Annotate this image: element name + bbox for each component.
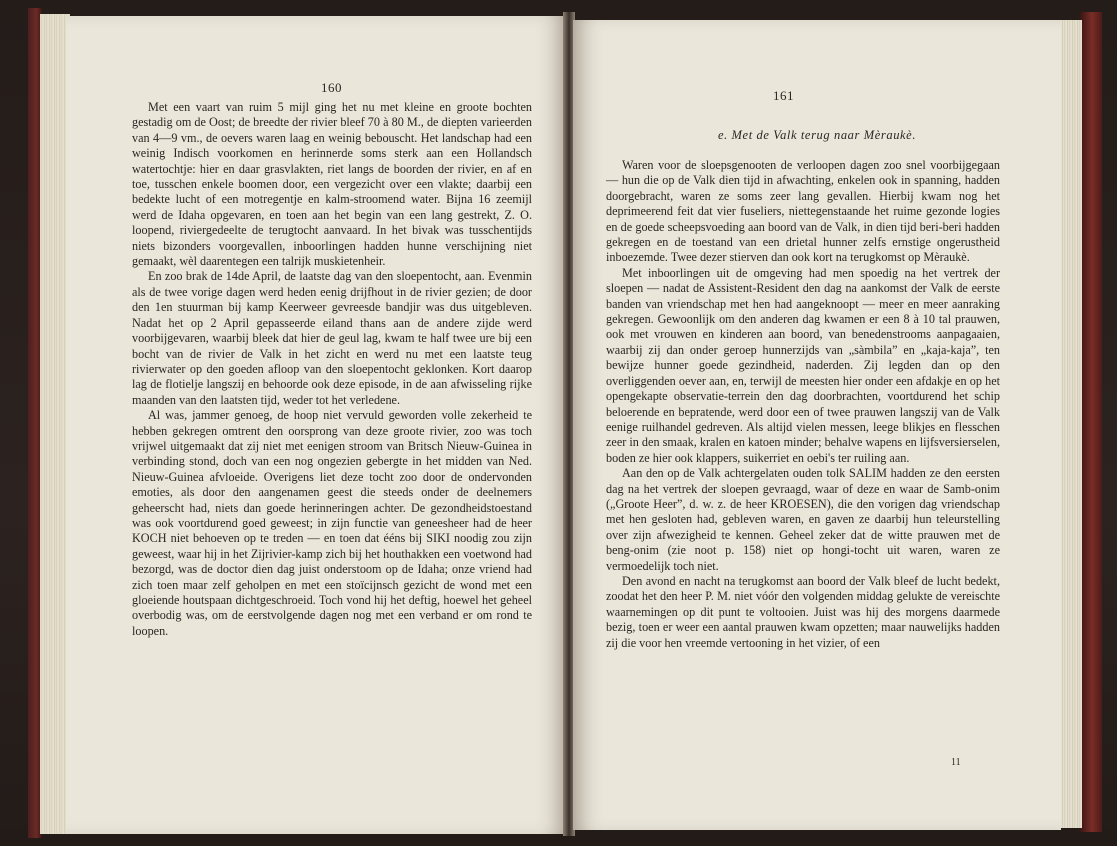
page-edges-right (1058, 20, 1082, 828)
page-number-left: 160 (321, 80, 342, 95)
paragraph: Met inboorlingen uit de omgeving had men spoedig na het vertrek der sloepen — nadat de Assistent-Resident den dag na aankomst der Valk de eerste banden van vriendschap met hen had aangeknoopt — meer en meer aanraking gekregen. Gewoonlijk om den anderen dag kwamen er een 8 à 10 tal prauwen, ook met vrouwen en kinderen aan boord, van benedenstrooms aanpagaaien, waarbij zij dan onder geroep hunnerzijds van „sàmbila” en „kaja-kaja”, ten bewijze hunner goede gezindheid, naderden. Zij legden dan op den overliggenden oever aan, en, terwijl de meesten hier onder een afdakje en op het opengekapte observatie-terrein den dag doorbrachten, voortdurend het schip beloerende en bepratende, werd door een of twee prauwen langszij van de Valk eenige ruilhandel gedreven. Als altijd vielen messen, leege blikjes en flesschen zeer in den smaak, kralen en katoen minder; behalve wapens en lijfsversierselen, boden ze hier ook klappers, suikerriet en oebi's ter ruiling aan. (606, 265, 1000, 465)
right-page (573, 20, 1061, 830)
left-page (66, 16, 566, 834)
right-page-text (606, 158, 1000, 651)
paragraph: En zoo brak de 14de April, de laatste dag van den sloepentocht, aan. Evenmin als de twee vorige dagen werd heden eenig drijfhout in de rivier gezien; de door den 1en stuurman bij kamp Keerweer gevreesde bandjir was dus uitgebleven. Nadat het op 2 April gepasseerde eiland thans aan de andere zijde werd voorbijgevaren, waarbij bleek dat hier de geul lag, kwam te half twee ure bij een bocht van de rivier de Valk in het zicht en werd nu met een laatste teug rivierwater op den goeden afloop van den sloepentocht geklonken. Kort daarop lag de flotielje langszij en behoorde ook deze episode, in de aan afwisseling rijke maanden van den laatsten tijd, weder tot het verledene. (132, 269, 532, 407)
paragraph: Waren voor de sloepsgenooten de verloopen dagen zoo snel voorbijgegaan — hun die op de Valk dien tijd in afwachting, enkelen ook in spanning, hadden doorgebracht, waren ze soms zeer lang gevallen. Hierbij kwam nog het deprimeerend feit dat vier fuseliers, niettegenstaande het ruime gezonde logies en de goede scheepsvoeding aan boord van de Valk, in dien tijd beri-beri hadden gekregen en de toestand van een drietal hunner zelfs ernstige ongerustheid inboezemde. Twee dezer stierven dan ook kort na terugkomst op Mèraukè. (606, 158, 1000, 265)
page-number-right: 161 (773, 88, 794, 103)
paragraph: Aan den op de Valk achtergelaten ouden tolk SALIM hadden ze den eersten dag na het vertrek der sloepen gevraagd, waar of deze en waar de Samb-onim („Groote Heer”, d. w. z. de heer KROESEN), die den vorigen dag vriendschap met hen gesloten had, gebleven waren, en gaven ze daarbij hun teleurstelling over zijn afwezigheid te kennen. Geheel zeker dat de witte prauwen met de beng-onim (zie noot p. 158) niet op hongi-tocht uit waren, waren ze vermoedelijk toch niet. (606, 466, 1000, 573)
signature-mark: 11 (951, 757, 961, 768)
paragraph: Al was, jammer genoeg, de hoop niet vervuld geworden volle zekerheid te hebben gekregen omtrent den oorsprong van deze groote rivier, zoo was toch vrijwel uitgemaakt dat zij niet met eenigen stroom van Britsch Nieuw-Guinea in verbinding stond, doch van een nog ongezien gebergte in het midden van Ned. Nieuw-Guinea afvloeide. Overigens liet deze tocht zoo door de ondervonden emoties, als door den aangenamen geest die steeds onder de deelnemers geheerscht had, niets dan goede herinneringen achter. De gezondheidstoestand was ook voortdurend goed geweest; in zijn functie van geneesheer had de heer KOCH niet behoeven op te treden — en toen dat ééns bij SIKI noodig zou zijn geweest, waar hij in het Zijrivier-kamp zich bij het houthakken een voetwond had bezorgd, was de doctor dien dag juist onderstoom op de Idaha; onze vriend had zich toen maar zelf geholpen en met een stoïcijnsch gezicht de wond met een gloeiende houtspaan dichtgeschroeid. Toch vond hij het deftig, hoewel het geheel overbodig was, om de eerstvolgende dagen nog met een verband er om rond te loopen. (132, 408, 532, 638)
section-heading: e. Met de Valk terug naar Mèraukè. (717, 128, 917, 142)
book-cover-right-edge (1080, 12, 1102, 832)
paragraph: Met een vaart van ruim 5 mijl ging het nu met kleine en groote bochten gestadig om de Oost; de breedte der rivier bleef 70 à 80 M., de diepten varieerden van 4—9 vm., de oevers waren laag en weinig bebouscht. Het landschap had een weinig Indisch voorkomen en herinnerde soms sterk aan een Hollandsch watertochtje: hier en daar grasvlakten, riet langs de boorden der rivier, en af en toe, tusschen enkele boomen door, een vergezicht over een vlakte; daarbij een bedekte lucht of een motregentje en kalm-stroomend water. Bijna 16 zeemijl werd de Idaha opgevaren, en toen aan het begin van een lang gestrekt, Z. O. loopend, riviergedeelte de terugtocht aanvaard. In het bivak was tusschentijds niets bizonders voorgevallen, inboorlingen hadden hunne verschijning niet gemaakt, wèl daarentegen een talrijk muskietenheir. (132, 100, 532, 269)
left-page-text (132, 100, 532, 639)
paragraph: Den avond en nacht na terugkomst aan boord der Valk bleef de lucht bedekt, zoodat het den heer P. M. niet vóór den volgenden middag gelukte de vereischte waarnemingen op dit punt te voltooien. Juist was hij des morgens daarmede bezig, toen er weer een aantal prauwen kwam opzetten; maar nauwelijks hadden zij die voor hen vreemde vertooning in het vizier, of een (606, 573, 1000, 650)
